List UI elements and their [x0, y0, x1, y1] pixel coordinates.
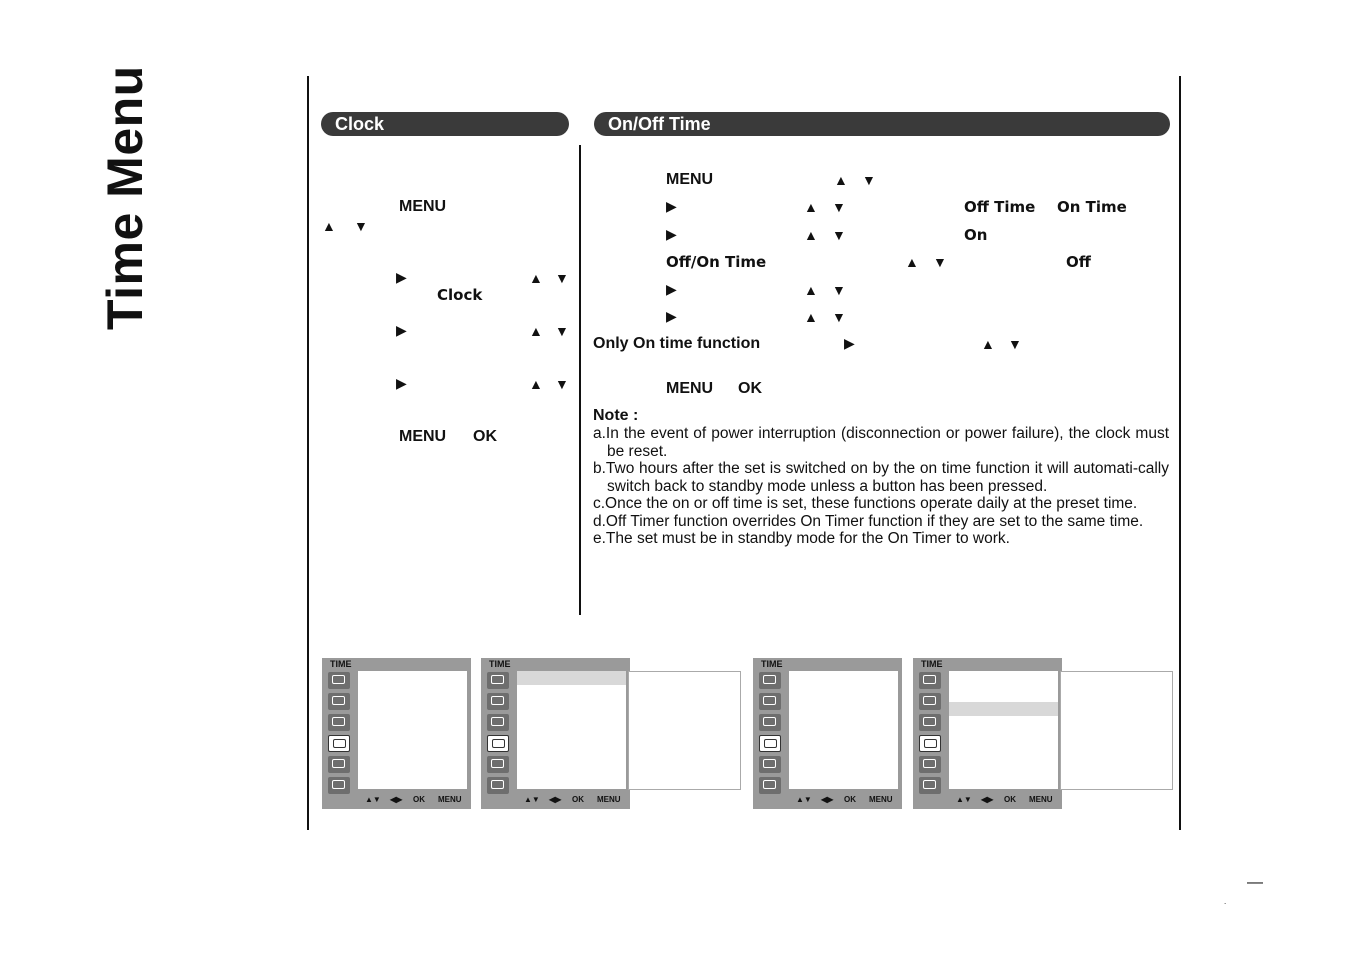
sound-icon [759, 693, 781, 710]
onoff-up-key-4: ▲ [905, 254, 919, 270]
clock-menu-key-2: MENU [399, 428, 447, 445]
lock-icon [919, 777, 941, 794]
osd-highlight-row [517, 671, 626, 685]
station-icon [919, 714, 941, 731]
osd-panel [949, 671, 1058, 789]
onoff-up-key-6: ▲ [804, 309, 818, 325]
osd-menu-onoff-2 [913, 658, 1062, 809]
lock-icon [759, 777, 781, 794]
note-item-d: d.Off Timer function overrides On Timer function if they are set to the same time. [593, 512, 1144, 530]
onoff-menu-key: MENU [666, 171, 714, 188]
onoff-right-key-4: ▶ [666, 308, 677, 324]
time-icon [759, 735, 781, 752]
onoff-up-key-3: ▲ [804, 227, 818, 243]
clock-down-key-3: ▼ [555, 323, 569, 339]
column-divider [579, 145, 581, 615]
osd-leftright-hint: ◀▶ [821, 795, 834, 804]
osd-menu-hint: MENU [597, 795, 621, 804]
station-icon [759, 714, 781, 731]
on-label: On [964, 226, 988, 244]
onoff-up-key-7: ▲ [981, 336, 995, 352]
on-time-label: On Time [1057, 198, 1127, 216]
osd-updown-hint: ▲▼ [956, 795, 972, 804]
note-item-e: e.The set must be in standby mode for the On Timer to work. [593, 530, 1010, 547]
osd-leftright-hint: ◀▶ [981, 795, 994, 804]
clock-word: Clock [437, 286, 483, 304]
osd-leftright-hint: ◀▶ [549, 795, 562, 804]
osd-ok-hint: OK [1004, 795, 1016, 804]
station-icon [328, 714, 350, 731]
osd-panel [789, 671, 898, 789]
onoff-down-key: ▼ [862, 172, 876, 188]
osd-ok-hint: OK [413, 795, 425, 804]
osd-submenu-panel-2 [1060, 671, 1173, 790]
onoff-section-header: On/Off Time [594, 112, 1170, 136]
osd-menu-hint: MENU [869, 795, 893, 804]
off-time-label: Off Time [964, 198, 1036, 216]
picture-icon [328, 672, 350, 689]
clock-up-key-4: ▲ [529, 376, 543, 392]
clock-menu-key: MENU [399, 198, 447, 215]
note-heading: Note : [593, 407, 639, 424]
special-icon [919, 756, 941, 773]
osd-title: TIME [489, 659, 511, 669]
time-icon [328, 735, 350, 752]
osd-menu-onoff-1 [753, 658, 902, 809]
clock-down-key-4: ▼ [555, 376, 569, 392]
page-dot: . [1224, 897, 1227, 906]
onoff-up-key-5: ▲ [804, 282, 818, 298]
clock-ok-key: OK [473, 428, 497, 445]
osd-menu-hint: MENU [1029, 795, 1053, 804]
onoff-right-key-2: ▶ [666, 226, 677, 242]
osd-submenu-panel-1 [628, 671, 741, 790]
sound-icon [919, 693, 941, 710]
only-on-time-function: Only On time function [593, 335, 761, 352]
lock-icon [328, 777, 350, 794]
osd-menu-clock-1 [322, 658, 471, 809]
clock-right-key-3: ▶ [396, 375, 407, 391]
clock-right-key-2: ▶ [396, 322, 407, 338]
osd-menu-hint: MENU [438, 795, 462, 804]
onoff-down-key-3: ▼ [832, 227, 846, 243]
osd-ok-hint: OK [572, 795, 584, 804]
special-icon [328, 756, 350, 773]
osd-ok-hint: OK [844, 795, 856, 804]
osd-title: TIME [921, 659, 943, 669]
osd-title: TIME [330, 659, 352, 669]
lock-icon [487, 777, 509, 794]
special-icon [487, 756, 509, 773]
onoff-right-key-3: ▶ [666, 281, 677, 297]
osd-updown-hint: ▲▼ [796, 795, 812, 804]
page-number-mark: — [1247, 874, 1263, 891]
picture-icon [759, 672, 781, 689]
onoff-ok-key: OK [738, 380, 762, 397]
osd-leftright-hint: ◀▶ [390, 795, 403, 804]
note-item-c: c.Once the on or off time is set, these functions operate daily at the preset time. [593, 495, 1138, 512]
clock-up-key-2: ▲ [529, 270, 543, 286]
onoff-right-key-1: ▶ [666, 198, 677, 214]
onoff-menu-key-2: MENU [666, 380, 714, 397]
onoff-down-key-5: ▼ [832, 282, 846, 298]
onoff-down-key-7: ▼ [1008, 336, 1022, 352]
osd-menu-clock-2 [481, 658, 630, 809]
page-side-title: Time Menu [97, 65, 153, 330]
onoff-right-key-5: ▶ [844, 335, 855, 351]
onoff-down-key-6: ▼ [832, 309, 846, 325]
note-item-b: b.Two hours after the set is switched on by the on time function it will automati-cally switch back to standby mode unless a button has been pressed. [593, 460, 1169, 495]
osd-panel [517, 671, 626, 789]
clock-down-key-2: ▼ [555, 270, 569, 286]
osd-title: TIME [761, 659, 783, 669]
clock-up-key-3: ▲ [529, 323, 543, 339]
special-icon [759, 756, 781, 773]
onoff-up-key: ▲ [834, 172, 848, 188]
clock-up-key: ▲ [322, 218, 336, 234]
sound-icon [487, 693, 509, 710]
off-on-time-label: Off/On Time [666, 253, 767, 271]
time-icon [919, 735, 941, 752]
clock-down-key: ▼ [354, 218, 368, 234]
left-border-line [307, 76, 309, 830]
picture-icon [919, 672, 941, 689]
sound-icon [328, 693, 350, 710]
onoff-up-key-2: ▲ [804, 199, 818, 215]
time-icon [487, 735, 509, 752]
clock-right-key-1: ▶ [396, 269, 407, 285]
osd-highlight-row [949, 702, 1058, 716]
note-item-a: a.In the event of power interruption (disconnection or power failure), the clock must be reset. [593, 425, 1169, 460]
osd-panel [358, 671, 467, 789]
osd-updown-hint: ▲▼ [524, 795, 540, 804]
off-label: Off [1066, 253, 1091, 271]
station-icon [487, 714, 509, 731]
onoff-down-key-4: ▼ [933, 254, 947, 270]
onoff-down-key-2: ▼ [832, 199, 846, 215]
right-border-line [1179, 76, 1181, 830]
picture-icon [487, 672, 509, 689]
clock-section-header: Clock [321, 112, 569, 136]
note-list [593, 425, 1169, 548]
osd-updown-hint: ▲▼ [365, 795, 381, 804]
